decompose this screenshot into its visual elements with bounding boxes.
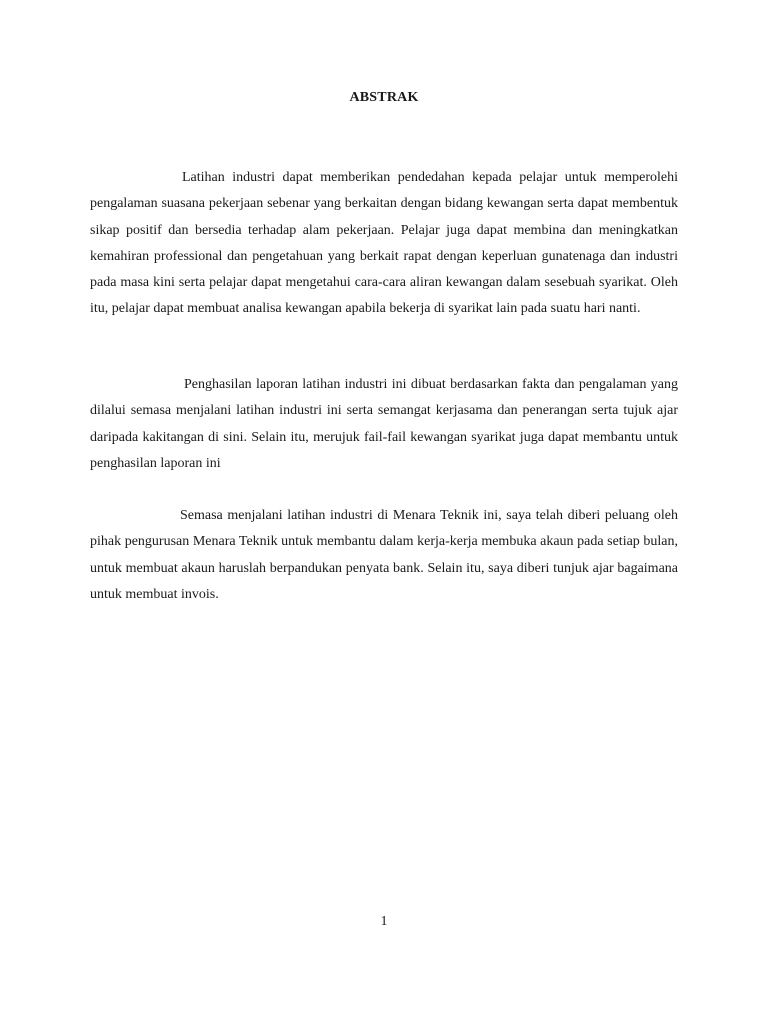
abstract-paragraph-1: Latihan industri dapat memberikan pendedahan kepada pelajar untuk memperolehi pengalaman suasana pekerjaan sebenar yang berkaitan dengan bidang kewangan serta dapat membentuk sikap positif dan bersedia terhadap alam pekerjaan. Pelajar juga dapat membina dan meningkatkan kemahiran professional dan pengetahuan yang berkait rapat dengan keperluan gunatenaga dan industri pada masa kini serta pelajar dapat mengetahui cara-cara aliran kewangan dalam sesebuah syarikat. Oleh itu, pelajar dapat membuat analisa kewangan apabila bekerja di syarikat lain pada suatu hari nanti. — [90, 170, 678, 317]
abstract-paragraph-2: Penghasilan laporan latihan industri ini dibuat berdasarkan fakta dan pengalaman yang dilalui semasa menjalani latihan industri ini serta semangat kerjasama dan penerangan serta tujuk ajar daripada kakitangan di sini. Selain itu, merujuk fail-fail kewangan syarikat juga dapat membantu untuk penghasilan laporan ini — [90, 377, 678, 471]
page-title: ABSTRAK — [349, 90, 419, 105]
abstract-paragraph-3: Semasa menjalani latihan industri di Menara Teknik ini, saya telah diberi peluang oleh pihak pengurusan Menara Teknik untuk membantu dalam kerja-kerja membuka akaun pada setiap bulan, untuk membuat akaun haruslah berpandukan penyata bank. Selain itu, saya diberi tunjuk ajar bagaimana untuk membuat invois. — [90, 508, 678, 602]
page-number: 1 — [380, 914, 388, 929]
